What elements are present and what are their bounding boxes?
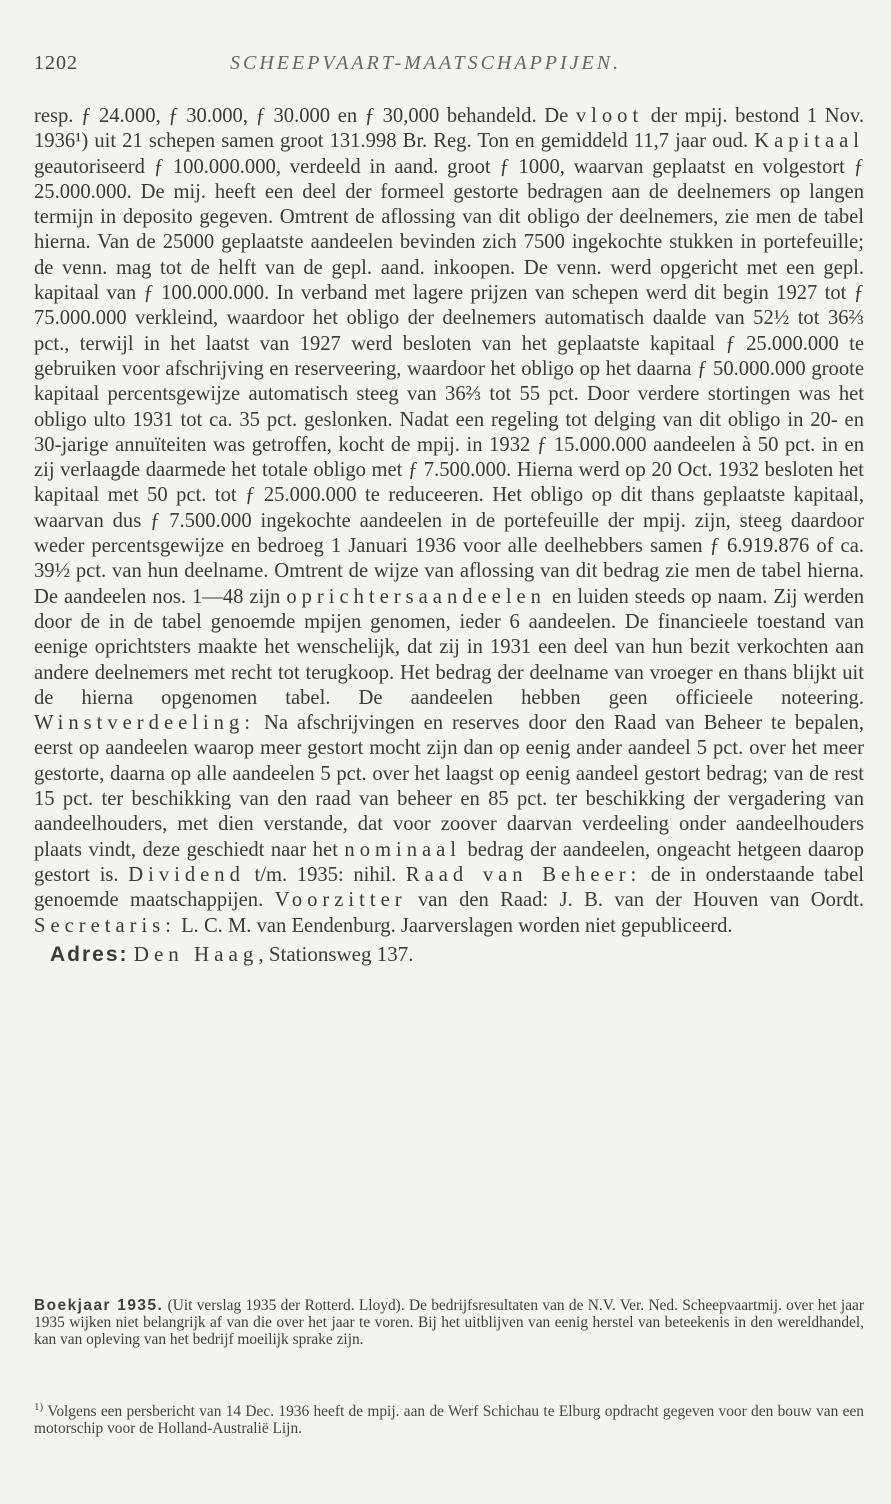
text-run: de in onderstaande tabel genoemde maatschappijen.	[34, 863, 864, 912]
text-run: der mpij. bestond 1 Nov. 1936¹) uit 21 schepen samen groot 131.998 Br. Reg. Ton en gemiddeld 11,7 jaar oud.	[34, 105, 864, 153]
bookyear-label: Boekjaar 1935.	[34, 1297, 164, 1314]
footnote-marker: 1)	[34, 1401, 44, 1413]
address-street: , Stationsweg 137.	[258, 941, 414, 966]
address-line	[34, 942, 864, 967]
text-run: en luiden steeds op naam. Zij werden door de in de tabel genoemde mpijen genomen, ieder 6 aandeelen. De financieele toestand van eenige oprichtsters maakte het wenschelijk, dat zij in 1931 een deel van hun bezit verkochten aan andere deelnemers met recht tot terugkoop. Het bedrag der deelname van vroeger en thans blijkt uit de hierna opgenomen tabel. De aandeelen hebben geen officieele noteering.	[34, 585, 864, 709]
spaced-term-vloot: vloot	[575, 105, 644, 127]
spaced-term-voorzitter: Voorzitter	[274, 889, 407, 912]
address-city: Den Haag	[133, 941, 259, 966]
spaced-term-kapitaal: Kapitaal	[754, 130, 864, 153]
footnote	[34, 1399, 864, 1438]
spaced-term-raad-van-beheer: Raad van Beheer:	[405, 863, 642, 886]
running-title: SCHEEPVAART-MAATSCHAPPIJEN.	[230, 52, 622, 74]
spaced-term-nominaal: nominaal	[344, 838, 462, 861]
footnote-text: Volgens een persbericht van 14 Dec. 1936 heeft de mpij. aan de Werf Schichau te Elburg opdracht gegeven voor den bouw van een motorschip voor de Holland-Australië Lijn.	[34, 1403, 864, 1437]
text-run: van den Raad: J. B. van der Houven van Oordt.	[406, 889, 864, 912]
spaced-term-dividend: Dividend	[128, 863, 245, 886]
bookyear-text: (Uit verslag 1935 der Rotterd. Lloyd). De bedrijfsresultaten van de N.V. Ver. Ned. Scheepvaartmij. over het jaar 1935 wijken niet belangrijk af van die over het jaar te voren. Bij het uitblijven van eenig herstel van beteekenis in den wereldhandel, kan van opleving van het bedrijf moeilijk sprake zijn.	[34, 1297, 864, 1348]
text-run: L. C. M. van Eendenburg. Jaarverslagen worden niet gepubliceerd.	[175, 914, 733, 937]
text-run: resp. ƒ 24.000, ƒ 30.000, ƒ 30.000 en ƒ 30,000 behandeld. De	[34, 105, 576, 127]
text-run: t/m. 1935: nihil.	[244, 863, 406, 886]
spaced-term-secretaris: Secretaris:	[34, 914, 176, 937]
spaced-term-winstverdeeling: Winstverdeeling:	[34, 712, 255, 735]
text-run: Na afschrijvingen en reserves door den Raad van Beheer te bepalen, eerst op aandeelen waarop meer gestort mocht zijn dan op eenig ander aandeel 5 pct. over het meer gestorte, daarna op alle aandeelen 5 pct. over het laagst op eenig aandeel gestort bedrag; van de rest 15 pct. ter beschikking van den raad van beheer en 85 pct. ter beschikking der vergadering van aandeelhouders, met dien verstande, dat voor zoover daarvan verdeeling onder aandeelhouders plaats vindt, deze geschiedt naar het	[34, 712, 864, 861]
page-header	[0, 52, 891, 82]
spaced-term-oprichtersaandeelen: oprichtersaandeelen	[286, 585, 546, 608]
text-run: geautoriseerd ƒ 100.000.000, verdeeld in aand. groot ƒ 1000, waarvan geplaatst en volgestort ƒ 25.000.000. De mij. heeft een deel der formeel gestorte bedragen aan de deelnemers op langen termijn in deposito gegeven. Omtrent de aflossing van dit obligo der deelnemers, zie men de tabel hierna. Van de 25000 geplaatste aandeelen bevinden zich 7500 ingekochte stukken in portefeuille; de venn. mag tot de helft van de gepl. aand. inkoopen. De venn. werd opgericht met een gepl. kapitaal van ƒ 100.000.000. In verband met lagere prijzen van schepen werd dit begin 1927 tot ƒ 75.000.000 verkleind, waardoor het obligo der deelnemers automatisch daalde van 52½ tot 36⅔ pct., terwijl in het laatst van 1927 werd besloten van het geplaatste kapitaal ƒ 25.000.000 te gebruiken voor afschrijving en reserveering, waardoor het obligo op het daarna ƒ 50.000.000 groote kapitaal percentsgewijze automatisch steeg van 36⅔ tot 55 pct. Door verdere stortingen was het obligo ulto 1931 tot ca. 35 pct. geslonken. Nadat een regeling tot delging van dit obligo in 20- en 30-jarige annuïteiten was getroffen, kocht de mpij. in 1932 ƒ 15.000.000 aandeelen à 50 pct. in en zij verlaagde daarmede het totale obligo met ƒ 7.500.000. Hierna werd op 20 Oct. 1932 besloten het kapitaal met 50 pct. tot ƒ 25.000.000 te reduceeren. Het obligo op dit thans geplaatste kapitaal, waarvan dus ƒ 7.500.000 ingekochte aandeelen in de portefeuille der mpij. zijn, steeg daardoor weder percentsgewijze en bedroeg 1 Januari 1936 voor alle deelhebbers samen ƒ 6.919.876 of ca. 39½ pct. van hun deelname. Omtrent de wijze van aflossing van dit bedrag zie men de tabel hierna. De aandeelen nos. 1—48 zijn	[34, 155, 864, 608]
text-run: bedrag der aandeelen, ongeacht hetgeen daarop gestort is.	[34, 838, 864, 886]
bookyear-paragraph	[34, 1298, 864, 1348]
main-paragraph	[34, 104, 864, 967]
page-number: 1202	[34, 52, 78, 74]
address-label: Adres:	[50, 942, 129, 966]
